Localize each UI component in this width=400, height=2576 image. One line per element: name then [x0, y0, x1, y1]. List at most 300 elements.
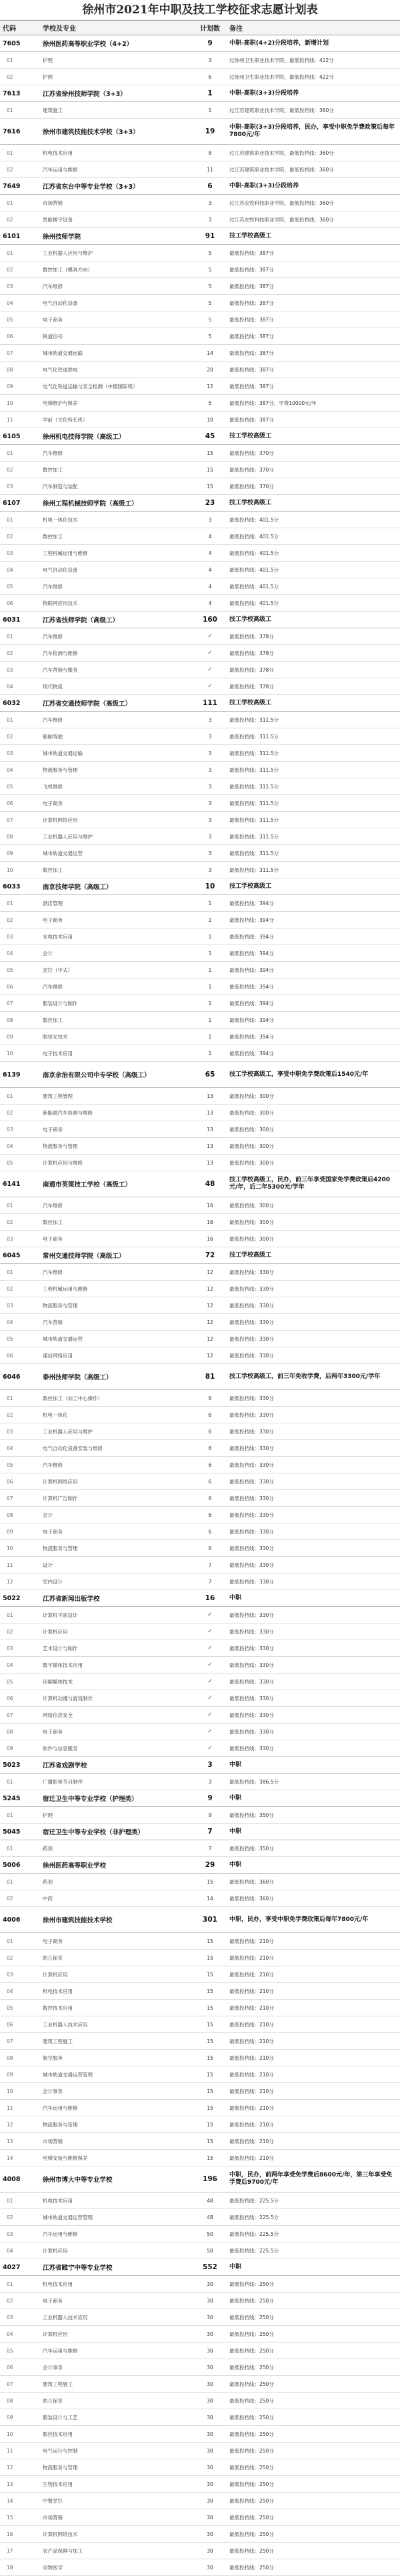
remarks: 技工学校高级工 [227, 1247, 400, 1264]
plan-count: 1 [193, 912, 227, 928]
plan-count: 3 [193, 845, 227, 862]
remarks: 最低投档线：250分 [227, 2559, 400, 2576]
major-code: 01 [0, 102, 40, 119]
major-name: 会计事务 [40, 2359, 193, 2376]
plan-count: 1 [193, 1045, 227, 1062]
school-row [0, 695, 400, 712]
major-row [0, 1724, 400, 1740]
major-row [0, 1423, 400, 1440]
major-row [0, 345, 400, 362]
remarks: 过徐州卫生职业技术学院，最低投档线：422分 [227, 69, 400, 85]
major-code: 07 [0, 1707, 40, 1724]
remarks: 最低投档线：330分 [227, 1740, 400, 1757]
remarks: 最低投档线：394分 [227, 912, 400, 928]
plan-count: 6 [193, 69, 227, 85]
major-row [0, 2100, 400, 2116]
school-name: 徐州市博大中等专业学校 [40, 2166, 193, 2192]
major-name: 汽车维修 [40, 979, 193, 995]
plan-count: 9 [193, 1790, 227, 1807]
major-row [0, 1707, 400, 1724]
remarks: 最低投档线：394分 [227, 1012, 400, 1029]
major-code: 02 [0, 462, 40, 478]
major-code: 01 [0, 1874, 40, 1890]
remarks: 最低投档线：330分 [227, 1657, 400, 1674]
plan-count: 19 [193, 119, 227, 145]
school-name: 徐州工程机械技师学院（高级工） [40, 495, 193, 512]
school-code: 6107 [0, 495, 40, 512]
plan-count: 3 [193, 211, 227, 228]
remarks: 最低投档线：225.5分 [227, 2192, 400, 2209]
remarks: 最低投档线：250分 [227, 2359, 400, 2376]
plan-count: 3 [193, 795, 227, 812]
school-row [0, 178, 400, 195]
major-code: 02 [0, 1890, 40, 1907]
school-name: 江苏省睢宁中等专业学校 [40, 2259, 193, 2276]
major-name: 服装设计与工艺 [40, 2409, 193, 2426]
major-code: 04 [0, 1657, 40, 1674]
remarks: 最低投档线：311.5分 [227, 795, 400, 812]
remarks: 最低投档线：350分 [227, 1807, 400, 1824]
plan-count: 12 [193, 1297, 227, 1314]
plan-count: 1 [193, 1012, 227, 1029]
major-name: 汽车制造与装配 [40, 478, 193, 495]
school-row [0, 119, 400, 145]
major-row [0, 1540, 400, 1557]
major-name: 计算机应用 [40, 1966, 193, 1983]
plan-count: 111 [193, 695, 227, 712]
remarks: 最低投档线：378分 [227, 678, 400, 695]
plan-count: ✓ [193, 1674, 227, 1690]
major-row [0, 945, 400, 962]
major-row [0, 2016, 400, 2033]
major-code: 03 [0, 2226, 40, 2242]
school-code: 5245 [0, 1790, 40, 1807]
major-row [0, 102, 400, 119]
major-row [0, 1197, 400, 1214]
school-name: 徐州机电技师学院（高级工） [40, 428, 193, 445]
remarks: 中职，民办，前两年享受免学费后8600元/年，第三年享受免学费后9700元/年 [227, 2166, 400, 2192]
plan-count: 65 [193, 1062, 227, 1088]
major-name: 船舶驾驶 [40, 728, 193, 745]
plan-count: 1 [193, 995, 227, 1012]
remarks: 技工学校高级工 [227, 878, 400, 895]
major-code: 13 [0, 2133, 40, 2150]
major-row [0, 2116, 400, 2133]
major-name: 汽车运用与维修 [40, 2343, 193, 2359]
remarks: 最低投档线：387分 [227, 412, 400, 428]
plan-count: 16 [193, 1231, 227, 1247]
major-row [0, 1390, 400, 1407]
remarks: 最低投档线：210分 [227, 2116, 400, 2133]
major-code: 09 [0, 1029, 40, 1045]
major-code: 04 [0, 1138, 40, 1155]
remarks: 技工学校高级工，享受中职免学费政策后1540元/年 [227, 1062, 400, 1088]
school-code: 6033 [0, 878, 40, 895]
plan-count: 30 [193, 2393, 227, 2409]
plan-count: 30 [193, 2376, 227, 2393]
major-name: 数控加工 [40, 1012, 193, 1029]
major-row [0, 1740, 400, 1757]
remarks: 最低投档线：311.5分 [227, 778, 400, 795]
plan-count: 12 [193, 1331, 227, 1347]
remarks: 最低投档线：311.5分 [227, 762, 400, 778]
major-name: 计算机网络技术 [40, 2526, 193, 2543]
remarks: 最低投档线：250分 [227, 2343, 400, 2359]
plan-count: 12 [193, 1264, 227, 1281]
major-row [0, 1874, 400, 1890]
major-row [0, 1507, 400, 1523]
plan-count: 15 [193, 2100, 227, 2116]
remarks: 技工学校高级工，前三年免收学费，后两年3300元/学年 [227, 1364, 400, 1390]
table-header-row [0, 21, 400, 35]
major-name: 电子商务 [40, 311, 193, 328]
remarks: 中职-高职(4+2)分段培养，新增计划 [227, 35, 400, 52]
major-code: 05 [0, 778, 40, 795]
major-code: 08 [0, 1724, 40, 1740]
major-name: 护理 [40, 52, 193, 69]
major-row [0, 1640, 400, 1657]
major-name: 物联网应用技术 [40, 595, 193, 612]
remarks: 最低投档线：250分 [227, 2393, 400, 2409]
major-code: 08 [0, 2050, 40, 2066]
major-name: 会计 [40, 1507, 193, 1523]
major-name: 计算机应用 [40, 1624, 193, 1640]
plan-count: 3 [193, 745, 227, 762]
major-code: 18 [0, 2559, 40, 2576]
major-row [0, 2493, 400, 2509]
major-name: 物流服务与管理 [40, 2459, 193, 2476]
plan-count: 196 [193, 2166, 227, 2192]
remarks: 中职 [227, 1824, 400, 1840]
major-row [0, 295, 400, 311]
remarks: 最低投档线：250分 [227, 2443, 400, 2459]
plan-count: 45 [193, 428, 227, 445]
major-code: 03 [0, 1640, 40, 1657]
major-code: 01 [0, 145, 40, 161]
major-name: 计算机网络应用 [40, 812, 193, 828]
major-row [0, 2150, 400, 2166]
remarks: 最低投档线：250分 [227, 2476, 400, 2493]
remarks: 技工学校高级工，民办，前三年享受国家免学费政策后4200元/年，后二年5300元/学年 [227, 1171, 400, 1197]
remarks: 最低投档线：250分 [227, 2526, 400, 2543]
school-row [0, 2166, 400, 2192]
plan-count: 4 [193, 562, 227, 578]
major-row [0, 1029, 400, 1045]
major-code: 03 [0, 1231, 40, 1247]
major-row [0, 478, 400, 495]
major-name: 计算机动漫与游戏制作 [40, 1690, 193, 1707]
remarks: 中职-高职(3+3)分段培养，民办，享受中职免学费政策后每年7800元/年 [227, 119, 400, 145]
remarks: 最低投档线：370分 [227, 478, 400, 495]
major-code: 04 [0, 678, 40, 695]
plan-count: 50 [193, 2242, 227, 2259]
plan-count: 11 [193, 161, 227, 178]
remarks: 最低投档线：250分 [227, 2543, 400, 2559]
plan-count: 6 [193, 1523, 227, 1540]
major-name: 电气自动化设备 [40, 295, 193, 311]
major-code: 04 [0, 762, 40, 778]
plan-count: ✓ [193, 1724, 227, 1740]
remarks: 最低投档线：210分 [227, 1966, 400, 1983]
major-row [0, 362, 400, 378]
remarks: 最低投档线：311.5分 [227, 828, 400, 845]
major-row [0, 728, 400, 745]
major-code: 04 [0, 562, 40, 578]
plan-count: 15 [193, 1966, 227, 1983]
major-row [0, 845, 400, 862]
school-row [0, 1247, 400, 1264]
major-name: 数控加工 [40, 528, 193, 545]
major-code: 07 [0, 345, 40, 362]
remarks: 最低投档线：300分 [227, 1155, 400, 1171]
plan-count: 6 [193, 1507, 227, 1523]
remarks: 最低投档线：378分 [227, 662, 400, 678]
remarks: 技工学校高级工 [227, 695, 400, 712]
major-name: 药剂 [40, 1874, 193, 1890]
major-row [0, 862, 400, 878]
major-row [0, 745, 400, 762]
major-code: 02 [0, 1214, 40, 1231]
plan-count: 10 [193, 878, 227, 895]
major-code: 04 [0, 1440, 40, 1457]
major-row [0, 2559, 400, 2576]
remarks: 最低投档线：394分 [227, 1029, 400, 1045]
plan-count: 15 [193, 1983, 227, 2000]
major-name: 幼儿保育 [40, 1950, 193, 1966]
plan-count: 30 [193, 2276, 227, 2293]
major-name: 物流服务与管理 [40, 1540, 193, 1557]
remarks: 最低投档线：387分，学费10000元/年 [227, 395, 400, 412]
school-code: 5023 [0, 1757, 40, 1774]
major-row [0, 2359, 400, 2376]
remarks: 技工学校高级工 [227, 495, 400, 512]
remarks: 最低投档线：330分 [227, 1423, 400, 1440]
major-name: 汽车维修 [40, 578, 193, 595]
major-code: 16 [0, 2526, 40, 2543]
major-row [0, 995, 400, 1012]
plan-count: 3 [193, 1774, 227, 1790]
major-row [0, 1890, 400, 1907]
school-code: 4006 [0, 1907, 40, 1933]
major-row [0, 1314, 400, 1331]
school-row [0, 1790, 400, 1807]
remarks: 最低投档线：250分 [227, 2426, 400, 2443]
major-code: 06 [0, 979, 40, 995]
plan-count: 160 [193, 612, 227, 628]
major-row [0, 195, 400, 211]
plan-count: 5 [193, 328, 227, 345]
major-code: 02 [0, 261, 40, 278]
plan-count: 4 [193, 528, 227, 545]
major-name: 汽车检测与维修 [40, 645, 193, 662]
remarks: 最低投档线：350分 [227, 1840, 400, 1857]
plan-count: 6 [193, 1540, 227, 1557]
school-name: 南京技师学院（高级工） [40, 878, 193, 895]
plan-count: 3 [193, 778, 227, 795]
major-code: 06 [0, 1347, 40, 1364]
major-row [0, 1297, 400, 1314]
major-name: 物流服务与管理 [40, 2116, 193, 2133]
school-name: 南通市英策技工学校（高级工） [40, 1171, 193, 1197]
plan-count: 13 [193, 1088, 227, 1105]
plan-count: ✓ [193, 678, 227, 695]
plan-count: 10 [193, 412, 227, 428]
major-name: 城市轨道交通运输 [40, 345, 193, 362]
major-code: 06 [0, 2359, 40, 2376]
plan-count: 13 [193, 1138, 227, 1155]
major-name: 机电一体化 [40, 1407, 193, 1423]
major-row [0, 595, 400, 612]
major-code: 05 [0, 2343, 40, 2359]
major-name: 飞机维修 [40, 778, 193, 795]
remarks: 技工学校高级工 [227, 228, 400, 245]
remarks: 最低投档线：401.5分 [227, 595, 400, 612]
major-code: 01 [0, 1807, 40, 1824]
major-code: 09 [0, 1523, 40, 1540]
major-code: 05 [0, 311, 40, 328]
major-row [0, 1231, 400, 1247]
major-name: 机电技术应用 [40, 2276, 193, 2293]
major-name: 护理 [40, 69, 193, 85]
major-name: 艺术设计与制作 [40, 1640, 193, 1657]
plan-count: 9 [193, 1807, 227, 1824]
major-row [0, 1557, 400, 1573]
remarks: 最低投档线：210分 [227, 2016, 400, 2033]
major-name: 城市轨道交通运营管理 [40, 2209, 193, 2226]
major-code: 01 [0, 1607, 40, 1624]
major-name: 数控加工（加工中心操作） [40, 1390, 193, 1407]
major-row [0, 1012, 400, 1029]
school-name: 江苏省戏剧学校 [40, 1757, 193, 1774]
remarks: 最低投档线：210分 [227, 1983, 400, 2000]
major-name: 农产品保鲜与加工 [40, 2543, 193, 2559]
plan-count: 5 [193, 278, 227, 295]
plan-count: 5 [193, 295, 227, 311]
school-row [0, 1590, 400, 1607]
major-code: 10 [0, 862, 40, 878]
major-code: 08 [0, 1507, 40, 1523]
major-name: 市场营销 [40, 2509, 193, 2526]
remarks: 中职 [227, 1757, 400, 1774]
major-code: 03 [0, 1297, 40, 1314]
school-row [0, 495, 400, 512]
remarks: 最低投档线：394分 [227, 928, 400, 945]
plan-count: 6 [193, 178, 227, 195]
plan-count: 4 [193, 578, 227, 595]
major-row [0, 395, 400, 412]
plan-count: 30 [193, 2459, 227, 2476]
remarks: 最低投档线：300分 [227, 1121, 400, 1138]
major-code: 08 [0, 1012, 40, 1029]
major-row [0, 161, 400, 178]
remarks: 最低投档线：394分 [227, 945, 400, 962]
major-name: 铁道信号 [40, 328, 193, 345]
page-title: 徐州市2021年中职及技工学校征求志愿计划表 [82, 3, 318, 17]
major-row [0, 2192, 400, 2209]
plan-count: 12 [193, 1314, 227, 1331]
remarks: 中职，民办，享受中职免学费政策后每年7800元/年 [227, 1907, 400, 1933]
major-row [0, 1690, 400, 1707]
header-code: 代码 [0, 21, 40, 35]
major-name: 工业机器人应用与维护 [40, 245, 193, 261]
major-name: 物流服务与管理 [40, 1138, 193, 1155]
remarks: 最低投档线：300分 [227, 1231, 400, 1247]
remarks: 最低投档线：370分 [227, 445, 400, 462]
header-plan-count: 计划数 [193, 21, 227, 35]
major-name: 计算机广告制作 [40, 1490, 193, 1507]
major-name: 计算机应用 [40, 2242, 193, 2259]
major-code: 11 [0, 2100, 40, 2116]
plan-count: 8 [193, 145, 227, 161]
major-name: 数控加工 [40, 1214, 193, 1231]
school-name: 泰州技师学院（高级工） [40, 1364, 193, 1390]
major-code: 03 [0, 928, 40, 945]
major-code: 10 [0, 395, 40, 412]
school-code: 7616 [0, 119, 40, 145]
remarks: 最低投档线：330分 [227, 1264, 400, 1281]
remarks: 最低投档线：330分 [227, 1690, 400, 1707]
plan-count: 7 [193, 1573, 227, 1590]
plan-count: 9 [193, 35, 227, 52]
major-row [0, 2242, 400, 2259]
major-name: 工程机械运用与维修 [40, 545, 193, 562]
major-code: 01 [0, 712, 40, 728]
major-name: 汽车运用与维修 [40, 161, 193, 178]
remarks: 最低投档线：401.5分 [227, 512, 400, 528]
major-code: 07 [0, 812, 40, 828]
major-code: 01 [0, 445, 40, 462]
major-row [0, 52, 400, 69]
plan-count: 15 [193, 445, 227, 462]
major-code: 11 [0, 1557, 40, 1573]
remarks: 最低投档线：225.5分 [227, 2242, 400, 2259]
major-name: 新能源汽车检测与维修 [40, 1105, 193, 1121]
plan-count: 15 [193, 2150, 227, 2166]
major-name: 中药 [40, 1890, 193, 1907]
remarks: 最低投档线：330分 [227, 1390, 400, 1407]
plan-count: 3 [193, 512, 227, 528]
plan-count: 15 [193, 2000, 227, 2016]
remarks: 最低投档线：311.5分 [227, 845, 400, 862]
plan-count: 3 [193, 812, 227, 828]
remarks: 最低投档线：210分 [227, 2050, 400, 2066]
major-code: 11 [0, 412, 40, 428]
school-name: 江苏省交通技师学院（高级工） [40, 695, 193, 712]
major-row [0, 2133, 400, 2150]
major-code: 02 [0, 645, 40, 662]
plan-count: 6 [193, 1423, 227, 1440]
major-row [0, 2543, 400, 2559]
school-code: 7613 [0, 85, 40, 102]
plan-count: 15 [193, 2116, 227, 2133]
plan-count: 23 [193, 495, 227, 512]
major-code: 04 [0, 1983, 40, 2000]
plan-count: 81 [193, 1364, 227, 1390]
remarks: 技工学校高级工 [227, 612, 400, 628]
major-code: 01 [0, 195, 40, 211]
plan-count: ✓ [193, 1690, 227, 1707]
remarks: 中职-高职(3+3)分段培养 [227, 178, 400, 195]
major-code: 02 [0, 2209, 40, 2226]
remarks: 最低投档线：311.5分 [227, 728, 400, 745]
major-code: 08 [0, 362, 40, 378]
major-row [0, 678, 400, 695]
remarks: 最低投档线：401.5分 [227, 545, 400, 562]
plan-count: 15 [193, 462, 227, 478]
plan-count: 15 [193, 1950, 227, 1966]
major-name: 数控加工 [40, 462, 193, 478]
remarks: 最低投档线：250分 [227, 2276, 400, 2293]
